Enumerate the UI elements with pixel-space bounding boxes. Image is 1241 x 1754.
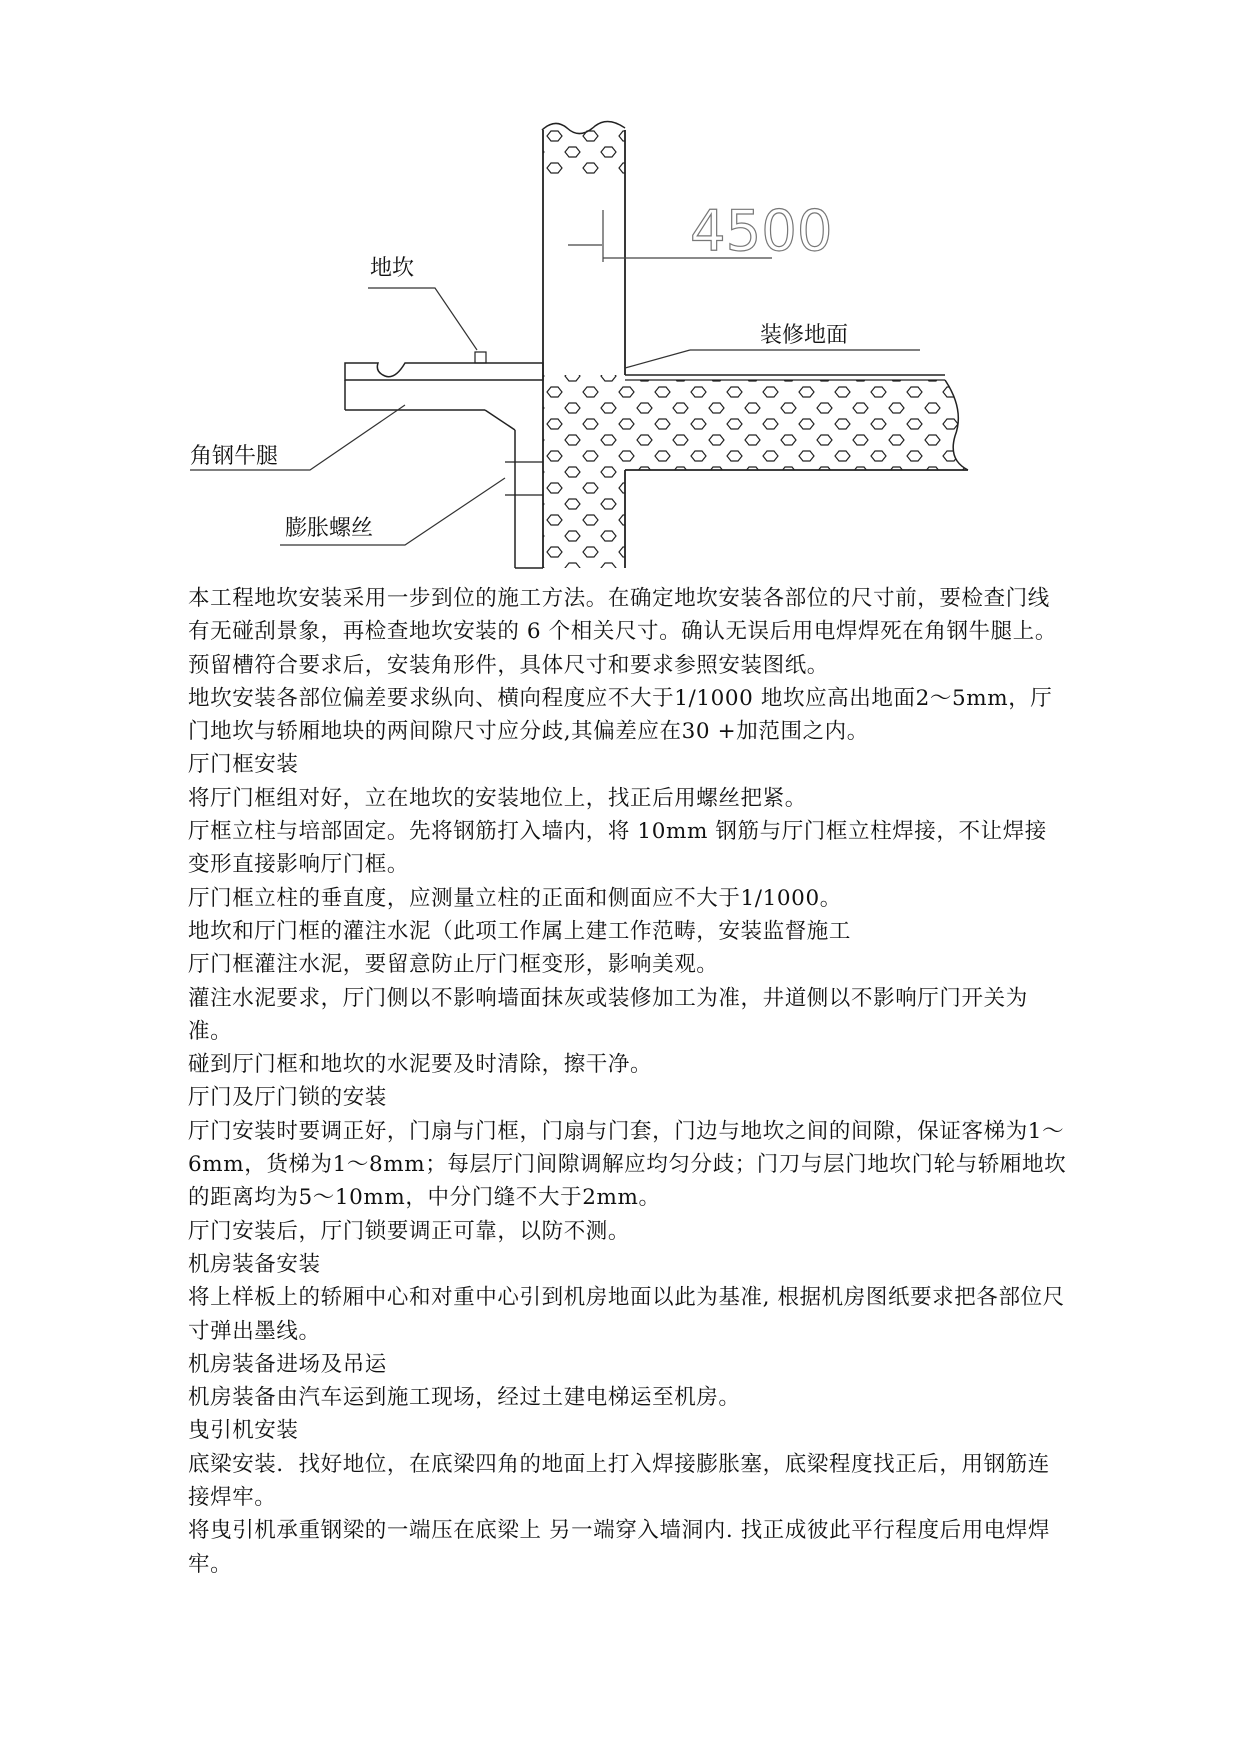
sill-and-bracket: [345, 352, 543, 568]
section-heading: 厅门及厅门锁的安装: [188, 1085, 387, 1111]
paragraph: 将曳引机承重钢梁的一端压在底梁上 另一端穿入墙洞内. 找正成彼此平行程度后用电焊焊牢。: [188, 1518, 1051, 1577]
paragraph: 地坎安装各部位偏差要求纵向、横向程度应不大于1/1000 地坎应高出地面2～5mm，厅门地坎与轿厢地块的两间隙尺寸应分歧,其偏差应在30 +加范围之内。: [188, 685, 1053, 745]
paragraph: 碰到厅门框和地坎的水泥要及时清除，擦干净。: [188, 1052, 653, 1078]
sill-installation-diagram: [0, 0, 1241, 590]
paragraph: 厅门安装时要调正好，门扇与门框，门扇与门套，门边与地坎之间的间隙，保证客梯为1～6mm，货梯为1～8mm；每层厅门间隙调解应均匀分歧；门刀与层门地坎门轮与轿厢地坎的距离均为5～10mm，中分门缝不大于2mm。: [188, 1118, 1067, 1211]
paragraph: 厅框立柱与培部固定。先将钢筋打入墙内，将 10mm 钢筋与厅门框立柱焊接，不让焊接变形直接影响厅门框。: [188, 819, 1047, 878]
paragraph: 厅门安装后，厅门锁要调正可靠，以防不测。: [188, 1218, 631, 1244]
section-heading: 厅门框安装: [188, 752, 299, 778]
label-sill: 地坎: [370, 256, 415, 281]
label-angle-bracket: 角钢牛腿: [190, 444, 279, 469]
paragraph: 灌注水泥要求，厅门侧以不影响墙面抹灰或装修加工为准，井道侧以不影响厅门开关为准。: [188, 985, 1028, 1044]
paragraph: 将厅门框组对好，立在地坎的安装地位上，找正后用螺丝把紧。: [188, 785, 807, 811]
label-expansion-bolt: 膨胀螺丝: [285, 516, 374, 541]
body-text: [188, 582, 1068, 1581]
dimension-label: 4500: [690, 199, 833, 264]
paragraph: 本工程地坎安装采用一步到位的施工方法。在确定地坎安装各部位的尺寸前，要检查门线有无碰刮景象，再检查地坎安装的 6 个相关尺寸。确认无误后用电焊焊死在角钢牛腿上。: [188, 586, 1057, 645]
label-floor-finish: 装修地面: [760, 323, 849, 348]
dimension-marker: [568, 199, 833, 264]
floor-slab: [543, 375, 968, 568]
paragraph: 预留槽符合要求后，安装角形件，具体尺寸和要求参照安装图纸。: [188, 652, 829, 678]
paragraph: 地坎和厅门框的灌注水泥（此项工作属上建工作范畴，安装监督施工: [188, 918, 852, 944]
paragraph: 将上样板上的轿厢中心和对重中心引到机房地面以此为基准, 根据机房图纸要求把各部位尺寸弹出墨线。: [188, 1285, 1065, 1344]
section-heading: 机房装备进场及吊运: [188, 1351, 387, 1377]
section-heading: 机房装备安装: [188, 1251, 321, 1277]
paragraph: 机房装备由汽车运到施工现场，经过土建电梯运至机房。: [188, 1385, 741, 1411]
paragraph: 底梁安装．找好地位，在底梁四角的地面上打入焊接膨胀塞，底梁程度找正后，用钢筋连接焊牢。: [188, 1451, 1050, 1511]
paragraph: 厅门框灌注水泥，要留意防止厅门框变形，影响美观。: [188, 952, 719, 978]
section-heading: 曳引机安装: [188, 1418, 299, 1444]
paragraph: 厅门框立柱的垂直度，应测量立柱的正面和侧面应不大于1/1000。: [188, 885, 842, 911]
